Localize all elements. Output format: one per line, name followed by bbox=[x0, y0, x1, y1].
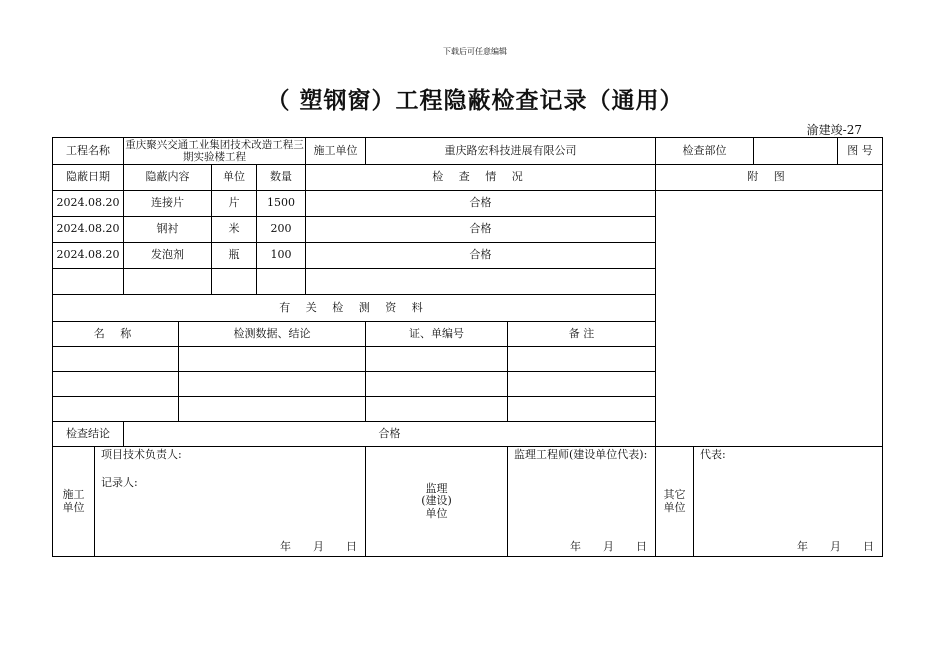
item-unit: 片 bbox=[212, 191, 257, 217]
item-unit: 瓶 bbox=[212, 243, 257, 269]
supervisor-date: 年 月 日 bbox=[570, 540, 648, 554]
items-header-row bbox=[53, 165, 883, 191]
item-content: 发泡剂 bbox=[124, 243, 212, 269]
supervisor-label: 监理 (建设) 单位 bbox=[366, 447, 508, 557]
col-qty-header: 数量 bbox=[257, 165, 306, 191]
builder-date: 年 月 日 bbox=[280, 540, 357, 554]
conclusion-value: 合格 bbox=[124, 422, 656, 447]
item-date bbox=[53, 269, 124, 295]
builder-sign-area bbox=[95, 447, 366, 557]
other-date: 年 月 日 bbox=[797, 540, 875, 554]
test-col-note: 备 注 bbox=[508, 322, 656, 347]
item-qty: 200 bbox=[257, 217, 306, 243]
col-unit-header: 单位 bbox=[212, 165, 257, 191]
header-note: 下载后可任意编辑 bbox=[443, 47, 507, 56]
col-content-header: 隐蔽内容 bbox=[124, 165, 212, 191]
item-date: 2024.08.20 bbox=[53, 243, 124, 269]
project-name-value: 重庆聚兴交通工业集团技术改造工程三期实验楼工程 bbox=[125, 138, 304, 163]
project-name-label: 工程名称 bbox=[53, 138, 124, 165]
item-unit: 米 bbox=[212, 217, 257, 243]
item-date: 2024.08.20 bbox=[53, 217, 124, 243]
col-date-header: 隐蔽日期 bbox=[53, 165, 124, 191]
recorder-label: 记录人: bbox=[101, 476, 138, 489]
col-status-header: 检 查 情 况 bbox=[306, 165, 656, 191]
other-label: 其它 单位 bbox=[656, 447, 694, 557]
item-status: 合格 bbox=[306, 191, 656, 217]
contractor-label: 施工单位 bbox=[306, 138, 366, 165]
builder-label: 施工 单位 bbox=[53, 447, 95, 557]
item-unit bbox=[212, 269, 257, 295]
signature-row bbox=[53, 447, 883, 557]
drawing-label: 图 号 bbox=[838, 138, 883, 165]
item-date: 2024.08.20 bbox=[53, 191, 124, 217]
conclusion-label: 检查结论 bbox=[53, 422, 124, 447]
project-info-row bbox=[53, 138, 883, 165]
table-row bbox=[53, 191, 883, 217]
page-title: （ 塑钢窗）工程隐蔽检查记录（通用） bbox=[266, 87, 684, 114]
supervisor-engineer-label: 监理工程师(建设单位代表): bbox=[514, 448, 648, 461]
item-status bbox=[306, 269, 656, 295]
test-col-data: 检测数据、结论 bbox=[179, 322, 366, 347]
representative-label: 代表: bbox=[700, 448, 726, 461]
attachment-area bbox=[656, 191, 883, 447]
test-col-cert: 证、单编号 bbox=[366, 322, 508, 347]
supervisor-sign-area bbox=[508, 447, 656, 557]
location-label: 检查部位 bbox=[656, 138, 754, 165]
item-content: 连接片 bbox=[124, 191, 212, 217]
item-qty: 1500 bbox=[257, 191, 306, 217]
contractor-value: 重庆路宏科技进展有限公司 bbox=[366, 138, 656, 165]
item-content: 钢衬 bbox=[124, 217, 212, 243]
other-sign-area bbox=[694, 447, 883, 557]
item-qty: 100 bbox=[257, 243, 306, 269]
item-content bbox=[124, 269, 212, 295]
test-col-name: 名 称 bbox=[53, 322, 179, 347]
col-attach-header: 附 图 bbox=[656, 165, 883, 191]
inspection-record-table bbox=[52, 137, 883, 557]
item-status: 合格 bbox=[306, 243, 656, 269]
form-code: 渝建竣-27 bbox=[806, 123, 862, 137]
item-status: 合格 bbox=[306, 217, 656, 243]
tech-lead-label: 项目技术负责人: bbox=[101, 448, 182, 461]
test-section-title: 有 关 检 测 资 料 bbox=[53, 295, 656, 322]
location-value bbox=[754, 138, 838, 165]
item-qty bbox=[257, 269, 306, 295]
